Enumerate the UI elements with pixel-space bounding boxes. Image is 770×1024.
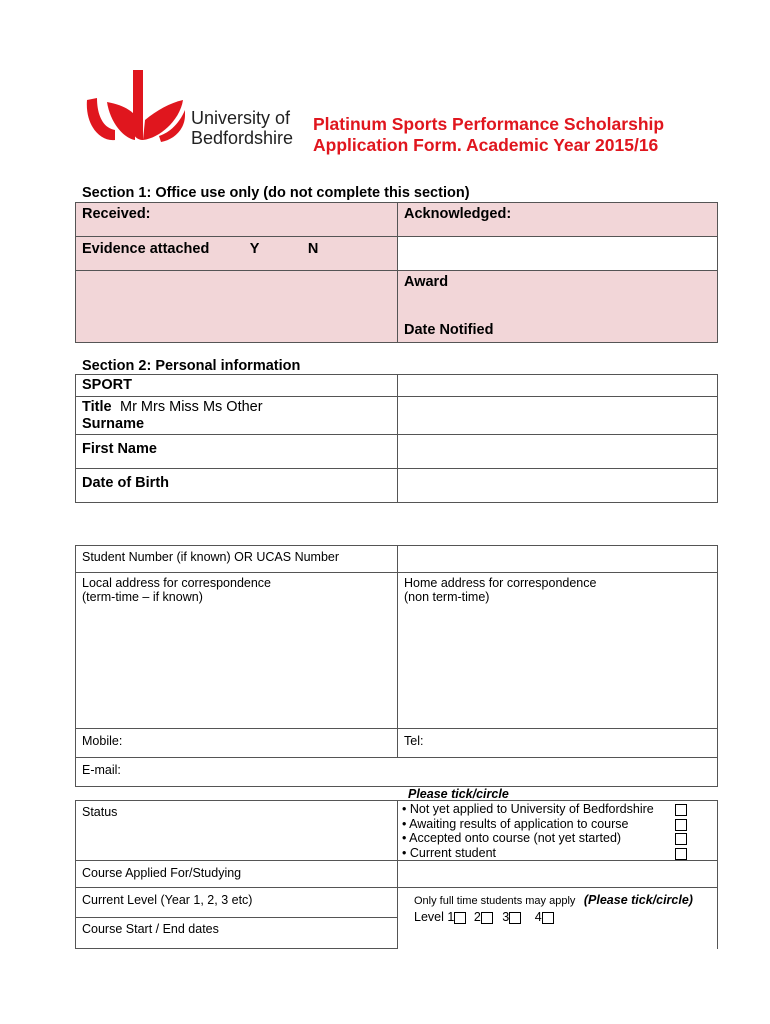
- current-level-label: Current Level (Year 1, 2, 3 etc): [82, 893, 253, 907]
- checkbox-icon[interactable]: [481, 912, 493, 924]
- checkbox-icon[interactable]: [675, 804, 687, 816]
- tick-note: (Please tick/circle): [583, 893, 693, 907]
- evidence-yes[interactable]: Y: [249, 241, 260, 257]
- status-option[interactable]: • Awaiting results of application to course: [402, 817, 687, 832]
- local-address-label: Local address for correspondence: [82, 576, 272, 590]
- personal-info-table: [75, 374, 718, 503]
- student-number-label: Student Number (if known) OR UCAS Number: [82, 550, 340, 564]
- status-option[interactable]: • Accepted onto course (not yet started): [402, 831, 687, 846]
- course-dates-label: Course Start / End dates: [82, 922, 219, 936]
- status-table: [75, 800, 718, 949]
- checkbox-icon[interactable]: [509, 912, 521, 924]
- award-label: Award: [404, 274, 449, 290]
- home-address-label: Home address for correspondence: [404, 576, 597, 590]
- form-title: Platinum Sports Performance Scholarship Application Form. Academic Year 2015/16: [313, 114, 665, 155]
- email-label: E-mail:: [82, 763, 121, 777]
- section1-heading: Section 1: Office use only (do not complete this section): [82, 185, 470, 201]
- mobile-label: Mobile:: [82, 734, 123, 748]
- surname-input[interactable]: [398, 397, 718, 435]
- acknowledged-label: Acknowledged:: [404, 206, 512, 222]
- received-label: Received:: [82, 206, 151, 222]
- evidence-no[interactable]: N: [307, 241, 319, 257]
- university-logo: [85, 70, 295, 150]
- sport-input[interactable]: [398, 375, 718, 397]
- surname-label: Surname: [82, 416, 145, 432]
- status-options: [398, 801, 718, 861]
- course-label: Course Applied For/Studying: [82, 866, 242, 880]
- full-time-note: Only full time students may apply: [414, 895, 576, 907]
- checkbox-icon[interactable]: [675, 819, 687, 831]
- level-selector: Level 1 2 3 4: [414, 910, 717, 924]
- tick-heading: Please tick/circle: [408, 787, 509, 801]
- dob-input[interactable]: [398, 469, 718, 503]
- dob-label: Date of Birth: [82, 475, 169, 491]
- checkbox-icon[interactable]: [675, 848, 687, 860]
- sport-label: SPORT: [82, 377, 132, 393]
- checkbox-icon[interactable]: [675, 833, 687, 845]
- first-name-input[interactable]: [398, 435, 718, 469]
- student-number-input[interactable]: [398, 546, 718, 573]
- date-notified-label: Date Notified: [404, 322, 494, 338]
- university-name: University of Bedfordshire: [191, 108, 294, 148]
- title-label: Title: [82, 399, 112, 415]
- title-options[interactable]: Mr Mrs Miss Ms Other: [120, 399, 263, 415]
- tel-label: Tel:: [404, 734, 424, 748]
- status-option[interactable]: • Current student: [402, 846, 687, 861]
- office-use-table: [75, 202, 718, 343]
- local-address-note: (term-time – if known): [82, 590, 203, 604]
- checkbox-icon[interactable]: [454, 912, 466, 924]
- status-option[interactable]: • Not yet applied to University of Bedfordshire: [402, 802, 687, 817]
- home-address-note: (non term-time): [404, 590, 490, 604]
- university-logo-icon: [85, 70, 185, 146]
- evidence-label: Evidence attached: [82, 241, 210, 257]
- contact-table: [75, 545, 718, 787]
- course-input[interactable]: [398, 861, 718, 888]
- status-label: Status: [82, 805, 118, 819]
- checkbox-icon[interactable]: [542, 912, 554, 924]
- first-name-label: First Name: [82, 441, 157, 457]
- section2-heading: Section 2: Personal information: [82, 358, 301, 374]
